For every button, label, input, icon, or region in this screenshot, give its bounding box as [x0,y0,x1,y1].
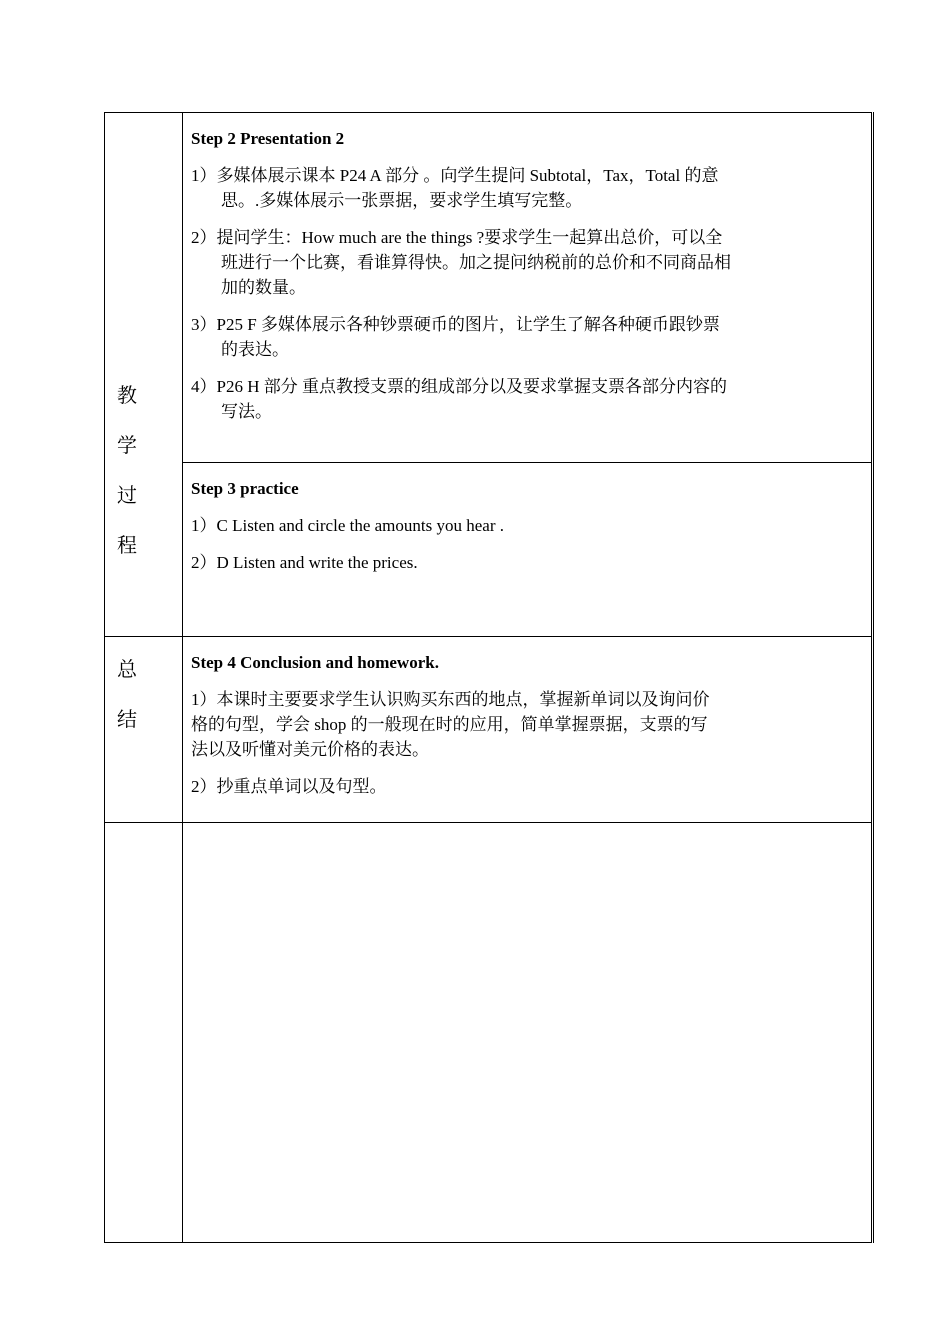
empty-content-cell [183,823,873,1243]
label-teaching-process [105,113,183,637]
row-step2 [105,113,873,463]
step2-item-3: 3）P25 F 多媒体展示各种钞票硬币的图片，让学生了解各种硬币跟钞票的表达。 [191,315,720,359]
row-step4 [105,637,873,823]
step3-cell [183,463,873,637]
step3-item-1: 1）C Listen and circle the amounts you hear . [191,516,504,535]
step3-title: Step 3 practice [191,479,299,498]
empty-label-cell [105,823,183,1243]
step2-title: Step 2 Presentation 2 [191,129,345,148]
label-char: 教 [117,385,137,407]
step4-title: Step 4 Conclusion and homework. [191,653,439,672]
step2-cell [183,113,873,463]
label-char: 过 [117,485,137,507]
step2-item-1: 1）多媒体展示课本 P24 A 部分 。向学生提问 Subtotal，Tax，Total 的意思。.多媒体展示一张票据，要求学生填写完整。 [191,166,719,210]
step4-cell [183,637,873,823]
step2-item-4: 4）P26 H 部分 重点教授支票的组成部分以及要求掌握支票各部分内容的写法。 [191,377,727,421]
label-char: 学 [117,435,137,457]
step2-item-2: 2）提问学生：How much are the things ?要求学生一起算出总价，可以全班进行一个比赛，看谁算得快。加之提问纳税前的总价和不同商品相加的数量。 [191,228,731,297]
label-char: 总 [117,659,137,681]
label-char: 结 [117,709,137,731]
label-summary [105,637,183,823]
step4-item-2: 2）抄重点单词以及句型。 [191,777,387,796]
row-empty [105,823,873,1243]
step3-item-2: 2）D Listen and write the prices. [191,553,418,572]
step4-item-1: 1）本课时主要要求学生认识购买东西的地点，掌握新单词以及询问价格的句型，学会 shop 的一般现在时的应用，简单掌握票据，支票的写法以及听懂对美元价格的表达。 [191,690,710,759]
row-step3 [105,463,873,637]
label-char: 程 [117,535,137,557]
lesson-plan-table [104,112,874,1243]
